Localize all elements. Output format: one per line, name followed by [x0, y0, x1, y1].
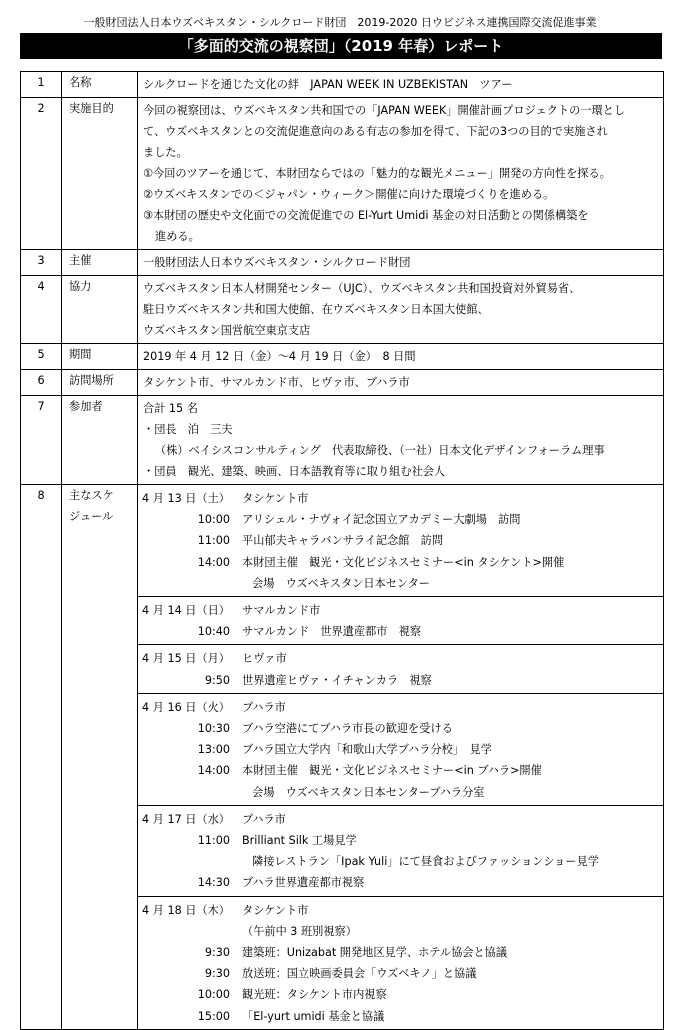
schedule-day-cell [138, 485, 663, 597]
row-label-text: 主なスケ [69, 489, 114, 502]
schedule-day-cell [138, 597, 663, 645]
table-row [21, 98, 664, 250]
schedule-date: 4 月 16 日（火） [142, 700, 230, 714]
schedule-activity: 本財団主催 観光・文化ビジネスセミナー<in タシケント>開催 [242, 555, 565, 569]
schedule-time: 14:00 [197, 764, 230, 778]
row-number-text: 8 [37, 489, 45, 502]
schedule-city: サマルカンド市 [242, 604, 321, 618]
schedule-activity: 「El-yurt umidi 基金と協議 [242, 1009, 385, 1023]
document-header: 一般財団法人日本ウズベキスタン・シルクロード財団 2019-2020 日ウビジネス連携国際交流促進事業 [83, 16, 597, 29]
content-line: （株）ベイシスコンサルティング 代表取締役、（一社）日本文化デザインフォーラム理事 [155, 444, 605, 457]
table-row [21, 344, 664, 370]
content-line: ました。 [143, 146, 188, 159]
row-label [62, 250, 138, 276]
row-number-text: 6 [37, 374, 45, 387]
row-label [62, 485, 138, 1030]
schedule-day [138, 805, 663, 896]
schedule-city: ブハラ市 [242, 700, 286, 714]
schedule-city: タシケント市 [242, 492, 309, 505]
row-number-text: 7 [37, 400, 45, 413]
row-number-text: 5 [37, 348, 45, 361]
schedule-activity: Brilliant Silk 工場見学 [242, 834, 357, 848]
row-content [138, 250, 664, 276]
schedule-city: タシケント市 [242, 903, 309, 917]
schedule-time: 15:00 [197, 1009, 230, 1023]
row-label-text: 期間 [69, 348, 92, 361]
schedule-activity: 隣接レストラン「Ipak Yuli」にて昼食およびファッションショー見学 [252, 855, 599, 869]
schedule-time: 14:30 [197, 876, 230, 890]
schedule-date: 4 月 18 日（木） [142, 903, 230, 917]
schedule-activity: アリシェル・ナヴォイ記念国立アカデミー大劇場 訪問 [242, 513, 521, 527]
schedule-activity: 建築班：Unizabat 開発地区見学、ホテル協会と協議 [242, 946, 508, 960]
schedule-entry [138, 900, 663, 921]
content-line: て、ウズベキスタンとの交流促進意向のある有志の参加を得て、下記の3つの目的で実施され [143, 125, 608, 138]
row-number [21, 250, 62, 276]
row-label-text: 参加者 [69, 400, 103, 413]
schedule-entry [138, 851, 663, 872]
schedule-day-cell [138, 896, 663, 1029]
schedule-table [138, 485, 663, 1029]
schedule-entry [138, 739, 663, 760]
schedule-time: 11:00 [197, 834, 230, 848]
table-row [21, 396, 664, 485]
content-line: ・団長 泊 三夫 [143, 423, 233, 436]
content-line: シルクロードを通じた文化の絆 JAPAN WEEK IN UZBEKISTAN ツアー [143, 78, 513, 91]
schedule-entry [138, 509, 663, 530]
row-number-text: 3 [37, 254, 45, 267]
schedule-time [138, 851, 230, 872]
schedule-day [138, 896, 663, 1029]
schedule-table-body [138, 485, 663, 1029]
content-line: 駐日ウズベキスタン共和国大使館、在ウズベキスタン日本国大使館、 [143, 303, 489, 316]
schedule-entry [138, 648, 663, 669]
row-label-text: 協力 [69, 280, 92, 293]
schedule-content [138, 485, 664, 1030]
row-number [21, 344, 62, 370]
schedule-activity: ブハラ空港にてブハラ市長の歓迎を受ける [242, 722, 453, 736]
schedule-entry [138, 718, 663, 739]
report-title: 「多面的交流の視察団」（2019 年春）レポート [20, 33, 662, 59]
row-label [62, 98, 138, 250]
schedule-date: 4 月 17 日（水） [142, 812, 230, 826]
row-content [138, 344, 664, 370]
schedule-activity: 平山郁夫キャラバンサライ記念館 訪問 [242, 534, 444, 548]
content-line: タシケント市、サマルカンド市、ヒヴァ市、ブハラ市 [143, 376, 410, 389]
table-row [21, 72, 664, 98]
schedule-entry [138, 963, 663, 984]
row-number-text: 2 [37, 102, 45, 115]
schedule-activity: 観光班：タシケント市内視察 [242, 988, 387, 1002]
schedule-time: 10:00 [197, 988, 230, 1002]
row-label-text: 名称 [69, 76, 92, 89]
schedule-entry [138, 782, 663, 803]
schedule-day-cell [138, 693, 663, 805]
row-number [21, 98, 62, 250]
schedule-entry [138, 552, 663, 573]
schedule-time [138, 921, 230, 942]
row-label [62, 396, 138, 485]
schedule-entry [138, 573, 663, 594]
schedule-time: 9:50 [204, 673, 230, 687]
schedule-day [138, 485, 663, 597]
content-line: ウズベキスタン国営航空東京支店 [143, 324, 311, 337]
row-number [21, 485, 62, 1030]
schedule-row [21, 485, 664, 1030]
content-line: 合計 15 名 [143, 402, 198, 415]
schedule-entry [138, 984, 663, 1005]
schedule-entry [138, 760, 663, 781]
row-number [21, 370, 62, 396]
row-content [138, 370, 664, 396]
schedule-day-cell [138, 645, 663, 693]
schedule-time: 11:00 [197, 534, 230, 548]
schedule-entry [138, 697, 663, 718]
schedule-entry [138, 600, 663, 621]
row-content [138, 396, 664, 485]
schedule-city: ブハラ市 [242, 812, 286, 826]
schedule-entry [138, 830, 663, 851]
row-label [62, 276, 138, 344]
schedule-activity: サマルカンド 世界遺産都市 視察 [242, 625, 422, 639]
schedule-time: 10:00 [197, 513, 230, 527]
content-line: ②ウズベキスタンでの＜ジャパン・ウィーク＞開催に向けた環境づくりを進める。 [143, 188, 555, 201]
content-line: 進める。 [155, 230, 200, 243]
report-table [20, 71, 664, 1030]
report-table-body [21, 72, 664, 1030]
schedule-entry [138, 921, 663, 942]
row-number-text: 1 [37, 76, 45, 89]
schedule-day-cell [138, 805, 663, 896]
row-label-text: 実施目的 [69, 102, 114, 115]
schedule-city: ヒヴァ市 [242, 652, 287, 666]
content-line: ウズベキスタン日本人材開発センター（UJC）、ウズベキスタン共和国投資対外貿易省、 [143, 282, 581, 295]
schedule-activity: 放送班：国立映画委員会「ウズベキノ」と協議 [242, 967, 477, 981]
schedule-entry [138, 670, 663, 691]
row-content [138, 72, 664, 98]
schedule-entry [138, 530, 663, 551]
schedule-entry [138, 488, 663, 509]
schedule-entry [138, 872, 663, 893]
row-content [138, 276, 664, 344]
schedule-time: 10:30 [197, 722, 230, 736]
schedule-entry [138, 809, 663, 830]
schedule-date: 4 月 15 日（月） [142, 652, 230, 666]
schedule-activity: 本財団主催 観光・文化ビジネスセミナー<in ブハラ>開催 [242, 764, 542, 778]
schedule-activity: 会場 ウズベキスタン日本センターブハラ分室 [252, 785, 485, 799]
content-line: 2019 年 4 月 12 日（金）～4 月 19 日（金） 8 日間 [143, 350, 416, 363]
schedule-entry [138, 621, 663, 642]
row-number [21, 276, 62, 344]
row-number [21, 396, 62, 485]
schedule-time: 10:40 [197, 625, 230, 639]
row-label [62, 344, 138, 370]
schedule-time [138, 573, 230, 594]
schedule-activity: 世界遺産ヒヴァ・イチャンカラ 視察 [242, 673, 432, 687]
schedule-activity: 会場 ウズベキスタン日本センター [252, 576, 430, 590]
content-line: 今回の視察団は、ウズベキスタン共和国での「JAPAN WEEK」開催計画プロジェクトの一環とし [143, 104, 626, 117]
content-line: ③本財団の歴史や文化面での交流促進での El-Yurt Umidi 基金の対日活動との関係構築を [143, 209, 589, 222]
schedule-time: 9:30 [204, 946, 230, 960]
schedule-day [138, 645, 663, 693]
schedule-activity: ブハラ国立大学内「和歌山大学ブハラ分校」 見学 [242, 743, 492, 757]
schedule-day [138, 597, 663, 645]
schedule-time: 14:00 [197, 555, 230, 569]
schedule-time: 9:30 [204, 967, 230, 981]
row-label [62, 370, 138, 396]
schedule-day [138, 693, 663, 805]
row-label [62, 72, 138, 98]
schedule-date: 4 月 14 日（日） [142, 604, 230, 618]
table-row [21, 370, 664, 396]
schedule-entry [138, 942, 663, 963]
table-row [21, 250, 664, 276]
row-label-text: 訪問場所 [69, 374, 114, 387]
content-line: ・団員 観光、建築、映画、日本語教育等に取り組む社会人 [143, 465, 446, 478]
row-number [21, 72, 62, 98]
schedule-time: 13:00 [197, 743, 230, 757]
schedule-time [138, 782, 230, 803]
content-line: ①今回のツアーを通じて、本財団ならではの「魅力的な観光メニュー」開発の方向性を探る。 [143, 167, 611, 180]
row-label-text: ジュール [69, 510, 114, 523]
schedule-date: 4 月 13 日（土） [142, 492, 230, 505]
content-line: 一般財団法人日本ウズベキスタン・シルクロード財団 [143, 256, 411, 269]
schedule-activity: ブハラ世界遺産都市視察 [242, 876, 365, 890]
row-label-text: 主催 [69, 254, 92, 267]
schedule-entry [138, 1006, 663, 1027]
row-number-text: 4 [37, 280, 45, 293]
row-content [138, 98, 664, 250]
schedule-activity: （午前中 3 班別視察） [242, 924, 357, 938]
table-row [21, 276, 664, 344]
